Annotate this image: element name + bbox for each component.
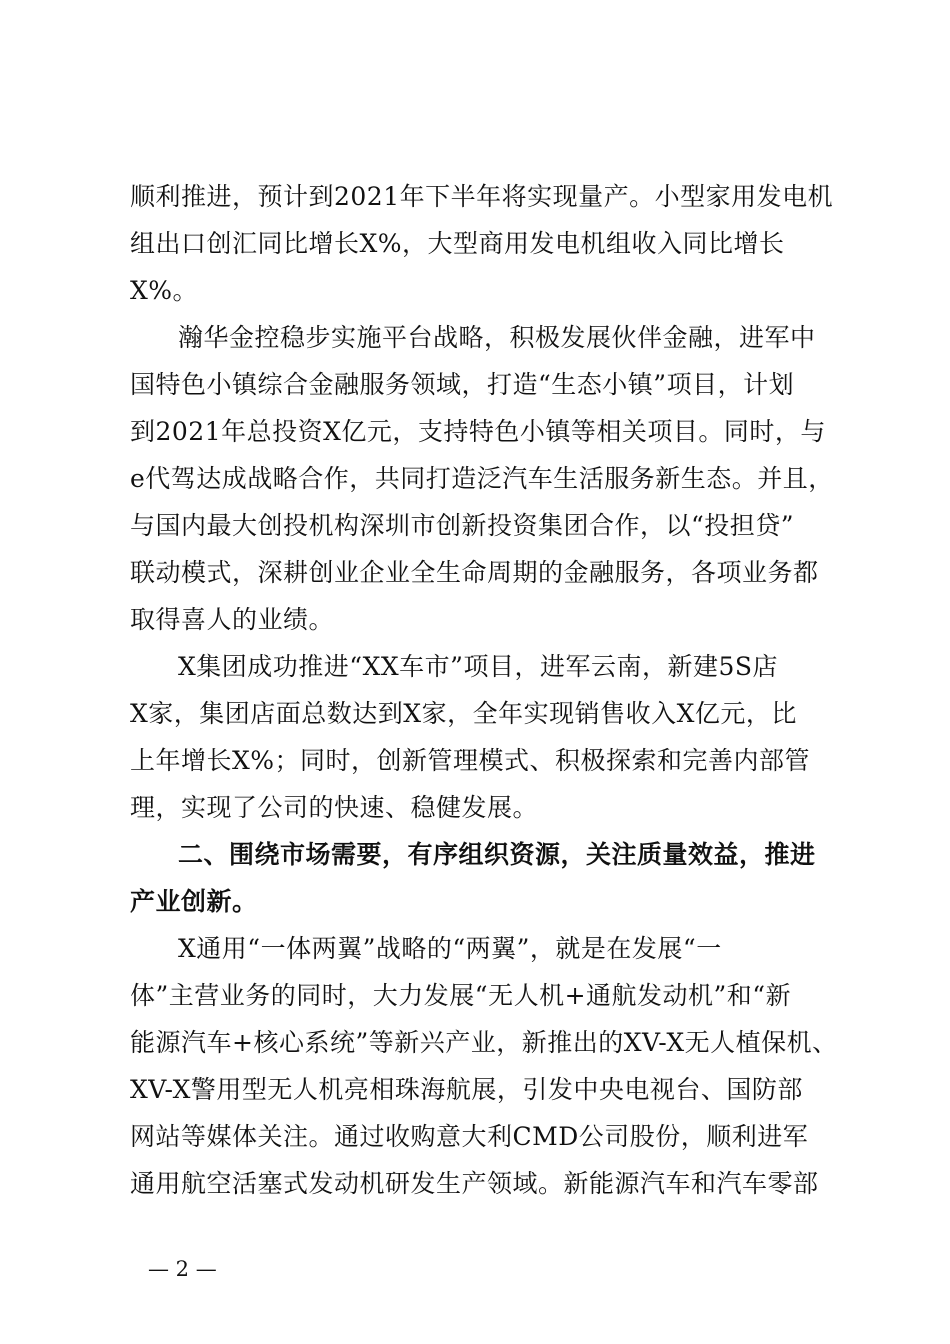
- text-line: 国特色小镇综合金融服务领域，打造“生态小镇”项目，计划: [130, 370, 795, 399]
- text-line: 到2021年总投资X亿元，支持特色小镇等相关项目。同时，与: [130, 417, 826, 446]
- paragraph-start-line: X通用“一体两翼”战略的“两翼”，就是在发展“一: [178, 934, 722, 963]
- text-line: 能源汽车+核心系统”等新兴产业，新推出的XV-X无人植保机、: [130, 1028, 838, 1057]
- text-line: 与国内最大创投机构深圳市创新投资集团合作，以“投担贷”: [130, 511, 795, 540]
- text-line: 组出口创汇同比增长X%，大型商用发电机组收入同比增长: [130, 229, 785, 258]
- text-line: 取得喜人的业绩。: [130, 605, 335, 634]
- page-number: — 2 —: [148, 1257, 217, 1281]
- text-line: 体”主营业务的同时，大力发展“无人机+通航发动机”和“新: [130, 981, 792, 1010]
- text-line: e代驾达成战略合作，共同打造泛汽车生活服务新生态。并且，: [130, 464, 834, 493]
- text-line: X家，集团店面总数达到X家，全年实现销售收入X亿元，比: [130, 699, 797, 728]
- section-heading-line: 二、围绕市场需要，有序组织资源，关注质量效益，推进: [178, 840, 816, 869]
- text-line: XV-X警用型无人机亮相珠海航展，引发中央电视台、国防部: [130, 1075, 803, 1104]
- text-line: 上年增长X%；同时，创新管理模式、积极探索和完善内部管: [130, 746, 811, 775]
- text-line: 理，实现了公司的快速、稳健发展。: [130, 793, 539, 822]
- text-line: 网站等媒体关注。通过收购意大利CMD公司股份，顺利进军: [130, 1122, 809, 1151]
- text-line: 联动模式，深耕创业企业全生命周期的金融服务，各项业务都: [130, 558, 819, 587]
- text-line: 顺利推进，预计到2021年下半年将实现量产。小型家用发电机: [130, 182, 834, 211]
- paragraph-start-line: X集团成功推进“XX车市”项目，进军云南，新建5S店: [178, 652, 778, 681]
- section-heading-line: 产业创新。: [130, 887, 258, 916]
- paragraph-start-line: 瀚华金控稳步实施平台战略，积极发展伙伴金融，进军中: [178, 323, 816, 352]
- text-line: 通用航空活塞式发动机研发生产领域。新能源汽车和汽车零部: [130, 1169, 819, 1198]
- text-line: X%。: [130, 276, 199, 305]
